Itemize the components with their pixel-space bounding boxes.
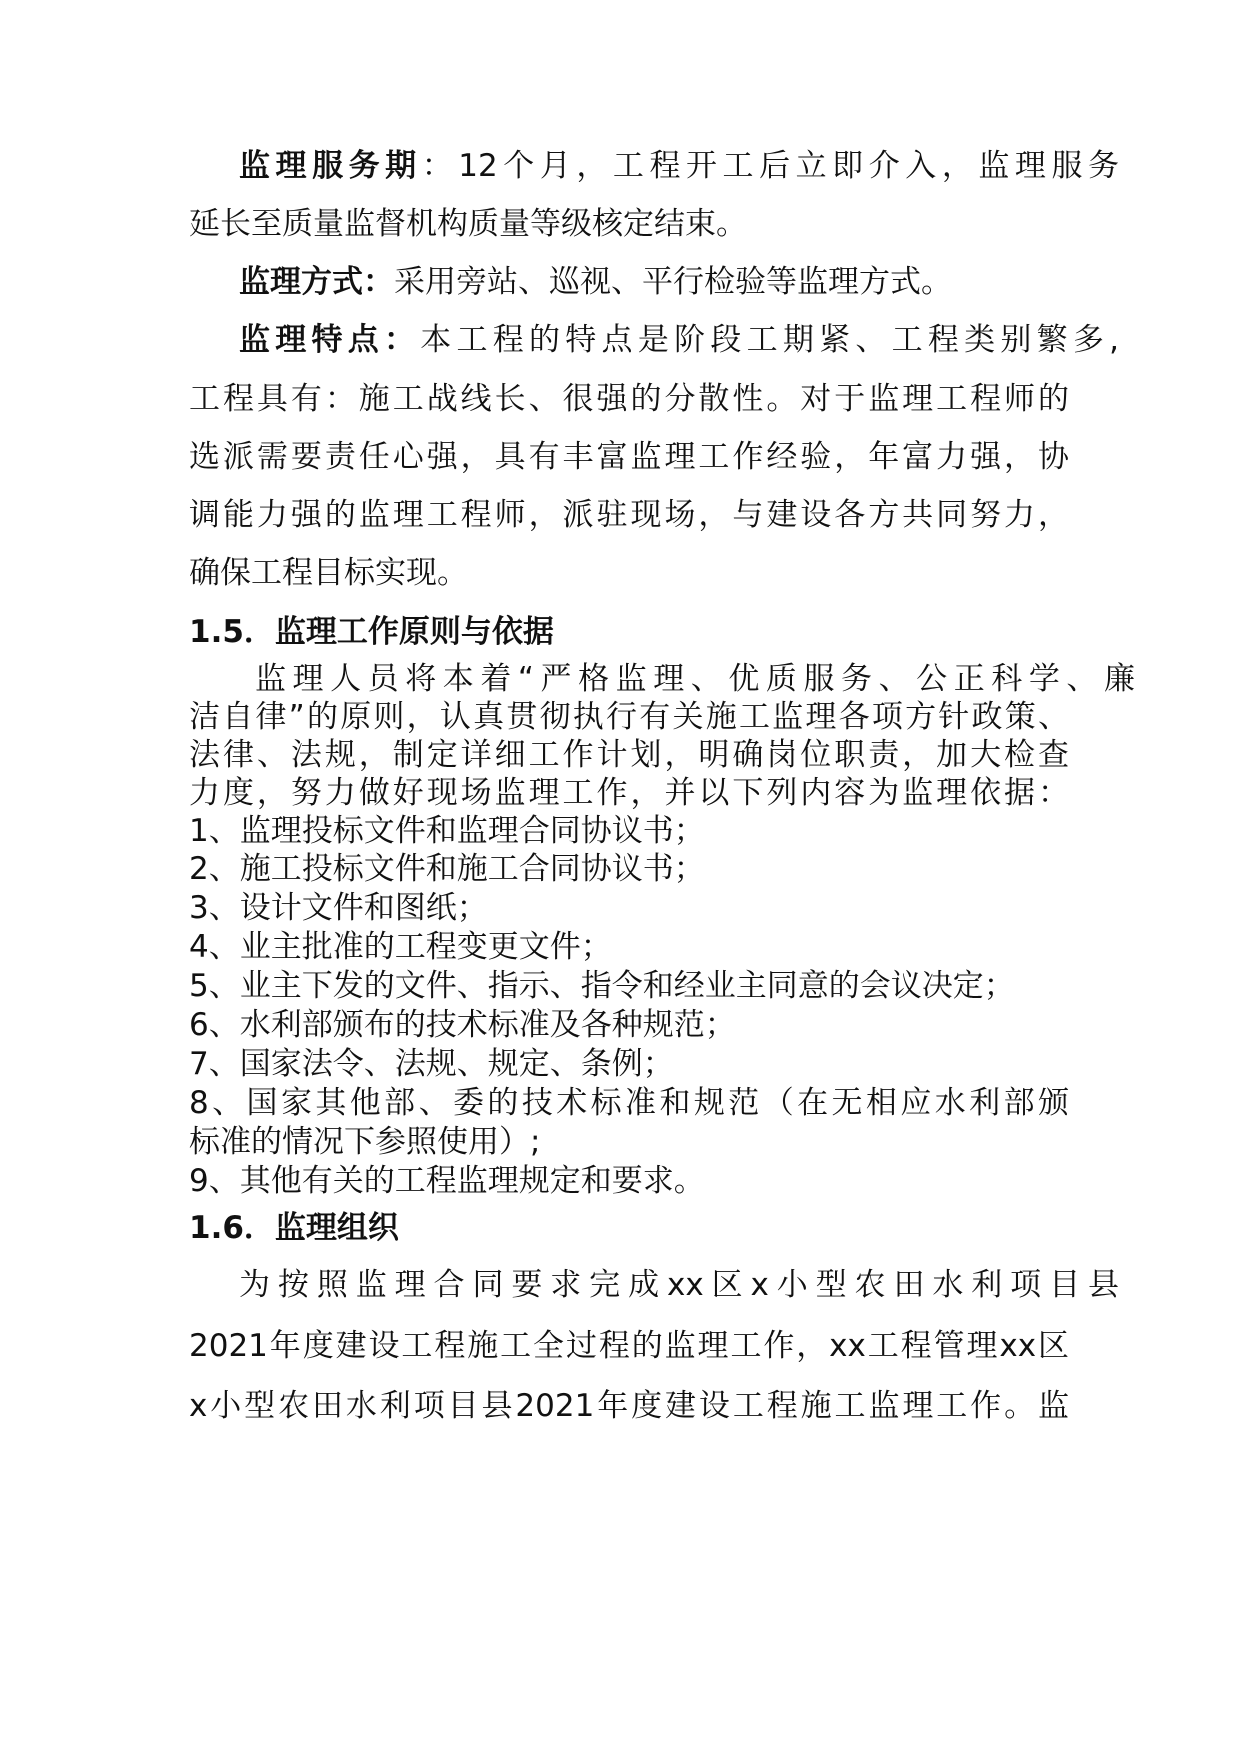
principles-para-line-2: 洁自律”的原则，认真贯彻执行有关施工监理各项方针政策、 <box>189 699 1069 735</box>
features-line-1 <box>189 320 1119 360</box>
basis-item-4: 4、业主批准的工程变更文件； <box>189 929 612 965</box>
method-text: 采用旁站、巡视、平行检验等监理方式。 <box>394 264 952 300</box>
principles-para-line-1: 监理人员将本着“严格监理、优质服务、公正科学、廉 <box>255 661 1135 697</box>
principles-para-line-3: 法律、法规，制定详细工作计划，明确岗位职责，加大检查 <box>189 737 1069 773</box>
section-heading-1-5: 1.5．监理工作原则与依据 <box>189 614 554 650</box>
basis-item-7: 7、国家法令、法规、规定、条例； <box>189 1046 674 1082</box>
document-page <box>189 0 1135 1754</box>
basis-item-8: 8、国家其他部、委的技术标准和规范（在无相应水利部颁 <box>189 1085 1069 1121</box>
features-label: 监理特点： <box>239 322 421 358</box>
features-line-5: 确保工程目标实现。 <box>189 555 468 591</box>
basis-item-6: 6、水利部颁布的技术标准及各种规范； <box>189 1007 736 1043</box>
service-period-text: ：12个月，工程开工后立即介入，监理服务 <box>421 148 1119 184</box>
method-line <box>189 262 1119 302</box>
features-line-4: 调能力强的监理工程师，派驻现场，与建设各方共同努力， <box>189 497 1069 533</box>
organization-line-1: 为按照监理合同要求完成xx区x小型农田水利项目县 <box>239 1267 1119 1303</box>
basis-item-3: 3、设计文件和图纸； <box>189 890 488 926</box>
service-period-label: 监理服务期 <box>239 148 422 184</box>
basis-item-8-cont: 标准的情况下参照使用）; <box>189 1124 541 1160</box>
service-period-line-2: 延长至质量监督机构质量等级核定结束。 <box>189 206 747 242</box>
basis-item-5: 5、业主下发的文件、指示、指令和经业主同意的会议决定； <box>189 968 1015 1004</box>
basis-item-2: 2、施工投标文件和施工合同协议书； <box>189 851 705 887</box>
organization-line-2: 2021年度建设工程施工全过程的监理工作，xx工程管理xx区 <box>189 1328 1069 1364</box>
features-line-2: 工程具有：施工战线长、很强的分散性。对于监理工程师的 <box>189 381 1069 417</box>
service-period-line-1 <box>189 146 1119 186</box>
method-label: 监理方式： <box>239 264 394 300</box>
basis-item-9: 9、其他有关的工程监理规定和要求。 <box>189 1163 705 1199</box>
organization-line-3: x小型农田水利项目县2021年度建设工程施工监理工作。监 <box>189 1388 1069 1424</box>
basis-item-1: 1、监理投标文件和监理合同协议书； <box>189 813 705 849</box>
features-text: 本工程的特点是阶段工期紧、工程类别繁多, <box>420 322 1119 358</box>
features-line-3: 选派需要责任心强，具有丰富监理工作经验，年富力强，协 <box>189 439 1069 475</box>
principles-para-line-4: 力度，努力做好现场监理工作，并以下列内容为监理依据： <box>189 775 1069 811</box>
section-heading-1-6: 1.6．监理组织 <box>189 1210 399 1246</box>
